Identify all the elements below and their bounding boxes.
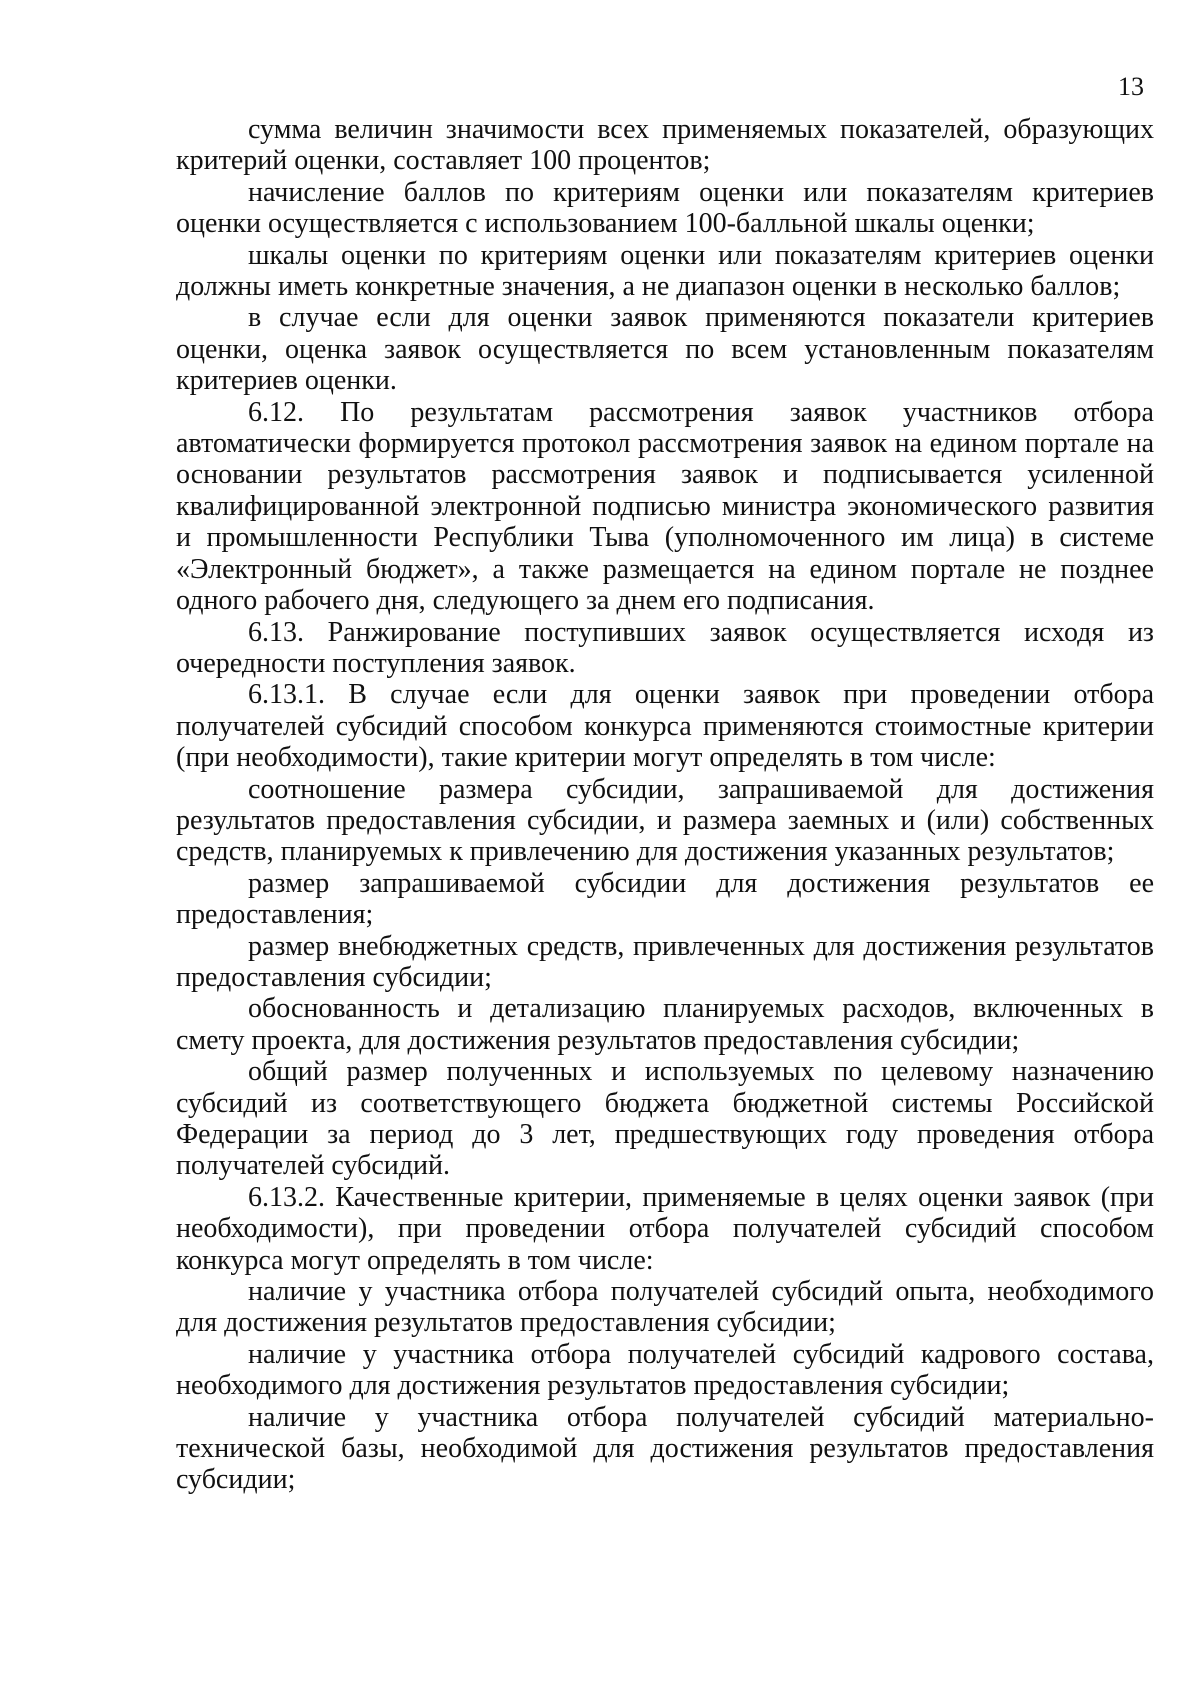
list-item-material-base: наличие у участника отбора получателей субсидий материально-технической базы, необходимой для достижения результатов предоставления субсидии; xyxy=(176,1401,1154,1496)
paragraph-6-13-1-cost-criteria: 6.13.1. В случае если для оценки заявок при проведении отбора получателей субсидий способом конкурса применяются стоимостные критерии (при необходимости), такие критерии могут определять в том числе: xyxy=(176,679,1154,774)
paragraph-6-13-2-quality-criteria: 6.13.2. Качественные критерии, применяемые в целях оценки заявок (при необходимости), при проведении отбора получателей субсидий способом конкурса могут определять в том числе: xyxy=(176,1181,1154,1276)
list-item-previous-subsidies: общий размер полученных и используемых по целевому назначению субсидий из соответствующего бюджета бюджетной системы Российской Федерации за период до 3 лет, предшествующих году проведения отбора получателей субсидий. xyxy=(176,1056,1154,1182)
list-item-experience: наличие у участника отбора получателей субсидий опыта, необходимого для достижения результатов предоставления субсидии; xyxy=(176,1276,1154,1339)
paragraph-indicator-evaluation: в случае если для оценки заявок применяются показатели критериев оценки, оценка заявок осуществляется по всем установленным показателям критериев оценки. xyxy=(176,302,1154,397)
paragraph-criteria-weight-sum: сумма величин значимости всех применяемых показателей, образующих критерий оценки, составляет 100 процентов; xyxy=(176,114,1154,177)
document-body xyxy=(176,114,1154,1496)
paragraph-scale-values: шкалы оценки по критериям оценки или показателям критериев оценки должны иметь конкретные значения, а не диапазон оценки в несколько баллов; xyxy=(176,239,1154,303)
list-item-staff: наличие у участника отбора получателей субсидий кадрового состава, необходимого для достижения результатов предоставления субсидии; xyxy=(176,1338,1154,1402)
list-item-expense-justification: обоснованность и детализацию планируемых расходов, включенных в смету проекта, для достижения результатов предоставления субсидии; xyxy=(176,993,1154,1056)
paragraph-6-12-protocol: 6.12. По результатам рассмотрения заявок участников отбора автоматически формируется протокол рассмотрения заявок на едином портале на основании результатов рассмотрения заявок и подписывается усиленной квалифицированной электронной подписью министра экономического развития и промышленности Республики Тыва (уполномоченного им лица) в системе «Электронный бюджет», а также размещается на едином портале не позднее одного рабочего дня, следующего за днем его подписания. xyxy=(176,396,1154,617)
paragraph-scoring-scale: начисление баллов по критериям оценки или показателям критериев оценки осуществляется с использованием 100-балльной шкалы оценки; xyxy=(176,176,1154,240)
list-item-extrabudgetary-funds: размер внебюджетных средств, привлеченных для достижения результатов предоставления субсидии; xyxy=(176,930,1154,993)
page-number: 13 xyxy=(1118,72,1144,101)
list-item-funds-ratio: соотношение размера субсидии, запрашиваемой для достижения результатов предоставления субсидии, и размера заемных и (или) собственных средств, планируемых к привлечению для достижения указанных результатов; xyxy=(176,773,1154,868)
list-item-requested-subsidy: размер запрашиваемой субсидии для достижения результатов ее предоставления; xyxy=(176,867,1154,931)
paragraph-6-13-ranking: 6.13. Ранжирование поступивших заявок осуществляется исходя из очередности поступления заявок. xyxy=(176,616,1154,679)
